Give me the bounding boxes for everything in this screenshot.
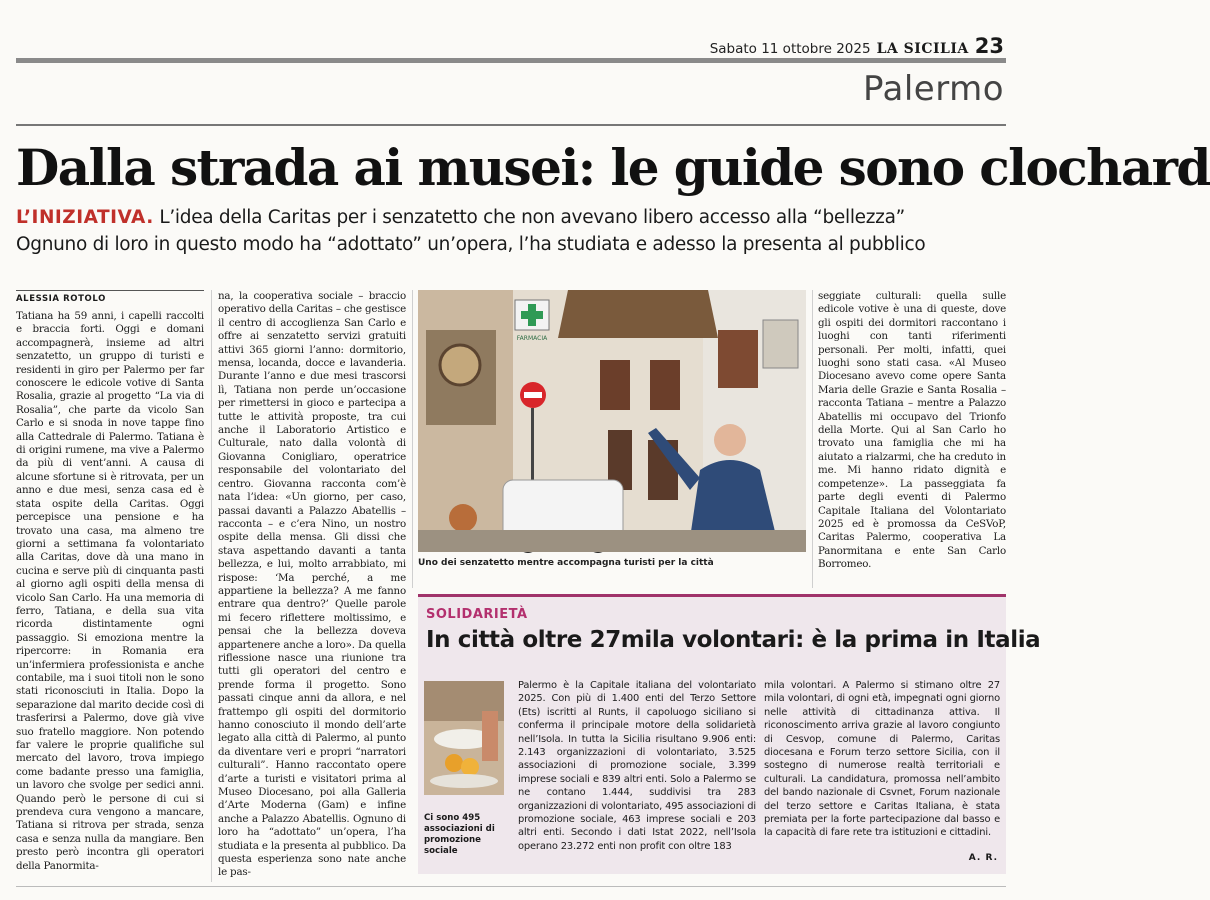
article-column-1: Tatiana ha 59 anni, i capelli raccolti e braccia forti. Oggi e domani accompagnerà, insieme ad altri senzatetto, un gruppo di turisti e residenti in giro per Palermo per far conoscere le edicole votive di Santa Rosalia, grazie al progetto “La via di Rosalia”, che parte da vicolo San Carlo e si snoda in nove tappe fino alla Cattedrale di Palermo. Tatiana è di origini rumene, ma vive a Palermo da più di vent’anni. A causa di alcune sfortune si è ritrovata, per un anno e due mesi, senza casa ed è stata ospite della Caritas. Oggi percepisce una pensione e ha trovato una casa, ma almeno tre giorni a settimana fa volontariato alla Caritas, dove dà una mano in cucina e serve più di cinquanta pasti al giorno agli ospiti della mensa di vicolo San Carlo. Ha una memoria di ferro, Tatiana, e della sua vita ricorda distintamente ogni passaggio. Si emoziona mentre la ripercorre: in Romania era un’infermiera professionista e anche contabile, ma i suoi titoli non le sono stati riconosciuti in Italia. Dopo la separazione dal marito decide così di trasferirsi a Palermo, dove già vive suo fratello maggiore. Non potendo far valere le proprie qualifiche sul mercato del lavoro, trova impiego come badante presso una famiglia, un lavoro che svolge per sedici anni. Quando però le persone di cui si prendeva cura vengono a mancare, Tatiana si ritrova per strada, senza casa e senza nulla da mangiare. Ben presto però incontra gli operatori della Panormita- — [16, 310, 204, 872]
newspaper-name: LA SICILIA — [876, 41, 969, 57]
box-column-2: mila volontari. A Palermo si stimano oltre 27 mila volontari, di ogni età, impegnati ogni giorno nelle attività di cittadinanza attiva. Il riconoscimento arriva grazie al lavoro congiunto di Cesvop, comune di Palermo, Caritas diocesana e Forum terzo settore Sicilia, con il sostegno di numerose realtà territoriali e culturali. La candidatura, promossa nell’ambito del bando nazionale di Csvnet, Forum nazionale del terzo settore e Caritas Italiana, è stata premiata per la forte partecipazione dal basso e la capacità di fare rete tra istituzioni e cittadini. — [764, 680, 1000, 839]
page-header — [0, 0, 1024, 62]
pharmacy-sign-text: FARMACIA — [516, 335, 548, 342]
column-divider — [412, 290, 413, 588]
page-number: 23 — [974, 34, 1004, 58]
street-scene-illustration — [418, 290, 806, 552]
subhead-kicker: L’INIZIATIVA. — [16, 207, 154, 228]
box-photo-caption: Ci sono 495 associazioni di promozione sociale — [424, 813, 495, 856]
section-title: Palermo — [863, 69, 1004, 109]
article-column-2: na, la cooperativa sociale – braccio operativo della Caritas – che gestisce il centro di accoglienza San Carlo e offre ai senzatetto servizi gratuiti attivi 365 giorni l’anno: dormitorio, mensa, locanda, docce e lavanderia. Durante l’anno e due mesi trascorsi lì, Tatiana non perde un’occasione per rimettersi in gioco e partecipa a tutte le attività proposte, tra cui anche il Laboratorio Artistico e Culturale, nato dalla volontà di Giovanna Conigliaro, operatrice responsabile del volontariato del centro. Giovanna racconta com’è nata l’idea: «Un giorno, per caso, passai davanti a Palazzo Abatellis – racconta – e c’era Nino, un nostro ospite della mensa. Gli dissi che stava aspettando davanti a tanta bellezza, e lui, molto arrabbiato, mi rispose: ‘Ma perché, a me appartiene la bellezza? A me fanno entrare qua dentro?’ Quelle parole mi fecero riflettere moltissimo, e pensai che la bellezza doveva appartenere anche a loro». Da quella riflessione nasce una riunione tra tutti gli operatori del centro e prende forma il progetto. Sono passati cinque anni da allora, e nel frattempo gli ospiti del dormitorio hanno conosciuto il mondo dell’arte legato alla città di Palermo, al punto da diventare veri e propri “narratori culturali”. Hanno raccontato opere d’arte a turisti e visitatori prima al Museo Diocesano, poi alla Galleria d’Arte Moderna (Gam) e infine anche a Palazzo Abatellis. Ognuno di loro ha “adottato” un’opera, l’ha studiata e la presenta al pubblico. Da questa esperienza sono nate anche le pas- — [218, 290, 406, 879]
box-column-1: Palermo è la Capitale italiana del volontariato 2025. Con più di 1.400 enti del Terzo Settore (Ets) iscritti al Runts, il capoluogo siciliano si conferma il principale motore della solidarietà nell’Isola. In tutta la Sicilia risultano 9.906 enti: 2.143 organizzazioni di volontariato, 3.525 associazioni di promozione sociale, 3.399 imprese sociali e 839 altri enti. Solo a Palermo se ne contano 1.444, suddivisi tra 283 organizzazioni di volontariato, 495 associazioni di promozione sociale, 463 imprese sociali e 203 altri enti. Secondo i dati Istat 2022, nell’Isola operano 23.272 enti non profit con oltre 183 — [518, 680, 756, 852]
article-headline: Dalla strada ai musei: le guide sono clochard — [16, 138, 1210, 197]
article-subhead — [16, 204, 1016, 258]
box-headline: In città oltre 27mila volontari: è la prima in Italia — [426, 627, 1041, 653]
masthead — [710, 34, 1004, 58]
byline: ALESSIA ROTOLO — [16, 294, 106, 304]
footer-rule — [16, 886, 1006, 887]
food-plate-illustration — [424, 681, 504, 795]
photo-caption: Uno dei senzatetto mentre accompagna turisti per la città — [418, 558, 714, 568]
article-column-3: seggiate culturali: quella sulle edicole votive è una di queste, dove gli ospiti dei dormitori raccontano i luoghi con tanti riferimenti personali. Per molti, infatti, quei luoghi sono stati casa. «Al Museo Diocesano avevo come opere Santa Maria delle Grazie e Santa Rosalia – racconta Tatiana – mentre a Palazzo Abatellis mi occupavo del Trionfo della Morte. Qui al San Carlo ho trovato una famiglia che mi ha aiutato a rialzarmi, che ha creduto in me. Mi hanno ridato dignità e competenze». La passeggiata fa parte degli eventi di Palermo Capitale Italiana del Volontariato 2025 ed è promossa da CeSVoP, Caritas Palermo, cooperativa La Panormitana e ente San Carlo Borromeo. — [818, 290, 1006, 571]
subhead-text-1: L’idea della Caritas per i senzatetto che non avevano libero accesso alla “bellezza” — [159, 207, 905, 228]
section-rule — [16, 124, 1006, 126]
box-signature: A. R. — [968, 853, 998, 863]
column-divider — [211, 290, 212, 882]
sidebar-box — [418, 594, 1041, 874]
box-kicker: SOLIDARIETÀ — [426, 607, 528, 622]
header-rule — [16, 58, 1006, 63]
box-photo — [424, 681, 504, 795]
column-divider — [812, 290, 813, 588]
subhead-text-2: Ognuno di loro in questo modo ha “adottato” un’opera, l’ha studiata e adesso la presenta al pubblico — [16, 234, 926, 255]
byline-rule — [16, 290, 204, 291]
article-photo — [418, 290, 806, 552]
issue-date: Sabato 11 ottobre 2025 — [709, 41, 871, 57]
subhead-line-1 — [16, 204, 1016, 231]
